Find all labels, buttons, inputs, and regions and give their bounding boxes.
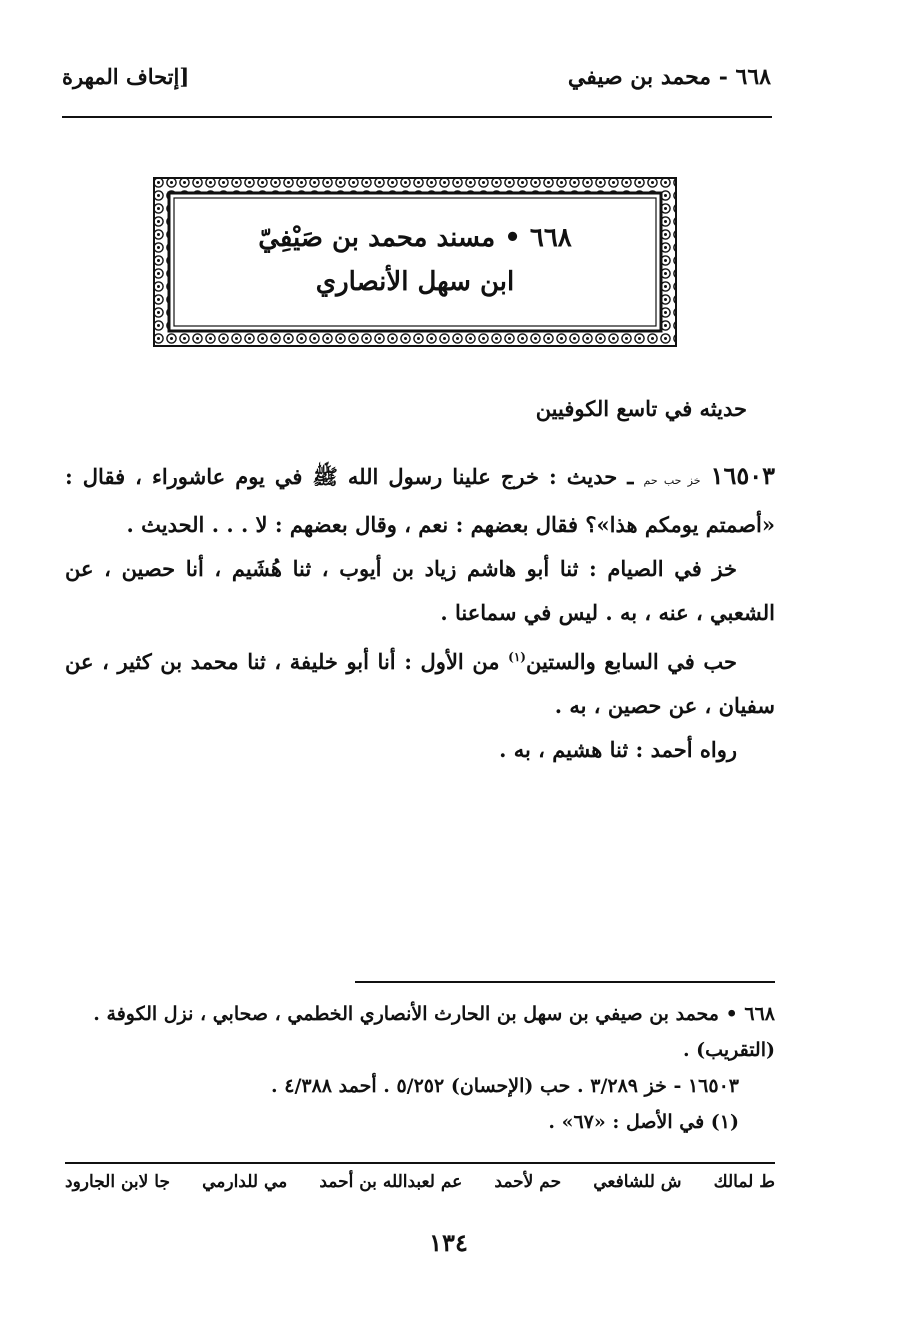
footnotes — [65, 996, 775, 1140]
legend-item: ط لمالك — [713, 1172, 775, 1192]
section-heading: حديثه في تاسع الكوفيين — [535, 396, 747, 421]
isnad-ahmad: رواه أحمد : ثنا هشيم ، به . — [499, 737, 737, 762]
footnote-narrator: ٦٦٨ • محمد بن صيفي بن سهل بن الحارث الأنصاري الخطمي ، صحابي ، نزل الكوفة . (التقريب) . — [93, 1003, 775, 1061]
legend-item: حم لأحمد — [494, 1172, 562, 1192]
isnad-khuzaymah: خز في الصيام : ثنا أبو هاشم زياد بن أيوب ، ثنا هُشَيم ، أنا حصين ، عن الشعبي ، عنه ، به . ليس في سماعنا . — [65, 556, 775, 625]
footnote-sources: ١٦٥٠٣ - خز ٣/٢٨٩ . حب (الإحسان) ٥/٢٥٢ . أحمد ٤/٣٨٨ . — [271, 1075, 739, 1097]
footnote-rule — [355, 981, 775, 983]
hadith-number: ١٦٥٠٣ — [710, 461, 776, 490]
hadith-sigla: خز حب حم — [643, 474, 701, 487]
hadith-matn: ـ حديث : خرج علينا رسول الله ﷺ في يوم عاشوراء ، فقال : «أصمتم يومكم هذا»؟ فقال بعضهم : نعم ، وقال بعضهم : لا . . . الحديث . — [65, 464, 775, 537]
legend-item: عم لعبدالله بن أحمد — [319, 1172, 463, 1192]
footnote-variant: (١) في الأصل : «٦٧» . — [548, 1111, 739, 1133]
legend-item: مي للدارمي — [202, 1172, 288, 1192]
isnad-hibban — [65, 635, 775, 728]
hadith-text — [65, 454, 775, 547]
running-head-book-title: [إتحاف المهرة — [62, 64, 190, 89]
isnad-hibban-rest: من الأول : أنا أبو خليفة ، ثنا محمد بن كثير ، عن سفيان ، عن حصين ، به . — [65, 649, 775, 718]
footnote-marker: (١) — [508, 650, 526, 664]
ornamental-title-frame — [152, 176, 678, 348]
hadith-body — [65, 454, 775, 772]
sigla-legend — [65, 1172, 775, 1192]
legend-rule — [65, 1162, 775, 1164]
header-rule — [62, 116, 772, 118]
running-head-chapter: ٦٦٨ - محمد بن صيفي — [567, 64, 771, 90]
musnad-title: ٦٦٨ • مسند محمد بن صَيْفِيّ — [258, 223, 572, 253]
legend-item: جا لابن الجارود — [65, 1172, 170, 1192]
musnad-subtitle: ابن سهل الأنصاري — [315, 267, 515, 297]
page-number: ١٣٤ — [429, 1228, 468, 1257]
legend-item: ش للشافعي — [593, 1172, 682, 1192]
isnad-hibban-start: حب في السابع والستين — [525, 649, 737, 674]
